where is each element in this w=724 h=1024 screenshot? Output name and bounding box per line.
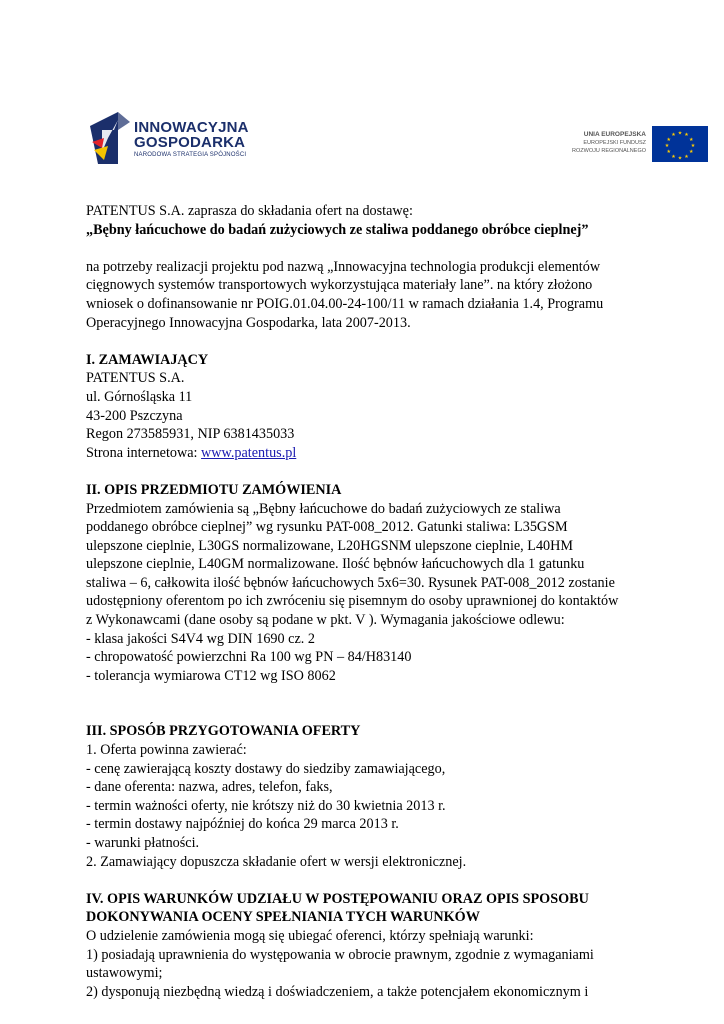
svg-text:★: ★ — [677, 155, 683, 162]
svg-text:★: ★ — [666, 149, 672, 156]
website-line — [86, 444, 646, 463]
website-link[interactable]: www.patentus.pl — [201, 444, 297, 461]
paragraph-line: udostępniony oferentom po ich zwróceniu się pisemnym do osoby uprawnionej do kontaktów — [86, 593, 619, 610]
page-header — [0, 100, 724, 180]
paragraph-line: ulepszone cieplnie, L30GS normalizowane, L20HGSNM ulepszone cieplnie, L40HM — [86, 537, 573, 554]
section-sposob-przygotowania — [86, 722, 646, 871]
paragraph-line: Regon 273585931, NIP 6381435033 — [86, 426, 295, 443]
paragraph-line: 43-200 Pszczyna — [86, 407, 183, 424]
list-item: 2. Zamawiający dopuszcza składanie ofert w wersji elektronicznej. — [86, 853, 467, 870]
paragraph-line: ulepszone cieplnie, L40GM normalizowane. Ilość bębnów łańcuchowych dla 1 gatunku — [86, 556, 585, 573]
eu-flag-icon — [652, 126, 708, 162]
paragraph-line: wniosek o dofinansowanie nr POIG.01.04.00-24-100/11 w ramach działania 1.4, Programu — [86, 295, 604, 312]
ig-logo-subtitle: NARODOWA STRATEGIA SPÓJNOŚCI — [134, 152, 247, 158]
intro — [86, 202, 646, 239]
innowacyjna-gospodarka-logo — [88, 108, 268, 168]
list-item: - klasa jakości S4V4 wg DIN 1690 cz. 2 — [86, 630, 315, 647]
list-item: - cenę zawierającą koszty dostawy do siedziby zamawiającego, — [86, 760, 446, 777]
website-label: Strona internetowa: — [86, 444, 202, 461]
svg-text:★: ★ — [690, 143, 696, 149]
list-item: 1) posiadają uprawnienia do występowania w obrocie prawnym, zgodnie z wymaganiami — [86, 946, 594, 963]
svg-text:★: ★ — [688, 149, 694, 156]
section-heading: IV. OPIS WARUNKÓW UDZIAŁU W POSTĘPOWANIU ORAZ OPIS SPOSOBU — [86, 890, 589, 907]
list-item: ustawowymi; — [86, 965, 163, 982]
eu-logo-text — [560, 130, 646, 155]
intro-line: PATENTUS S.A. zaprasza do składania ofert na dostawę: — [86, 203, 413, 219]
ig-logo-title — [134, 120, 249, 150]
paragraph-line: z Wykonawcami (dane osoby są podane w pkt. V ). Wymagania jakościowe odlewu: — [86, 612, 565, 629]
paragraph-line: na potrzeby realizacji projektu pod nazwą „Innowacyjna technologia produkcji elementów — [86, 258, 601, 275]
section-heading: I. ZAMAWIAJĄCY — [86, 351, 209, 368]
list-item: - termin dostawy najpóźniej do końca 29 marca 2013 r. — [86, 816, 399, 833]
section-heading: II. OPIS PRZEDMIOTU ZAMÓWIENIA — [86, 481, 342, 498]
document-body — [86, 202, 646, 1001]
ig-logo-line1: INNOWACYJNA — [134, 119, 249, 136]
tender-title: „Bębny łańcuchowe do badań zużyciowych ze staliwa poddanego obróbce cieplnej” — [86, 221, 589, 238]
section-heading: III. SPOSÓB PRZYGOTOWANIA OFERTY — [86, 723, 361, 740]
svg-text:★: ★ — [671, 132, 676, 139]
paragraph-line: Przedmiotem zamówienia są „Bębny łańcuchowe do badań zużyciowych ze staliwa — [86, 500, 561, 517]
svg-text:★: ★ — [684, 132, 689, 139]
svg-text:★: ★ — [688, 136, 694, 143]
eu-logo-line1: UNIA EUROPEJSKA — [583, 131, 646, 138]
list-item: - termin ważności oferty, nie krótszy niż do 30 kwietnia 2013 r. — [86, 797, 446, 814]
paragraph-line: ul. Górnośląska 11 — [86, 388, 193, 405]
paragraph-line: staliwa – 6, całkowita ilość bębnów łańcuchowych 5x6=30. Rysunek PAT-008_2012 zostanie — [86, 574, 615, 591]
section-heading: DOKONYWANIA OCENY SPEŁNIANIA TYCH WARUNKÓW — [86, 909, 480, 926]
section-zamawiajacy — [86, 351, 646, 463]
eu-logo-line3: ROZWOJU REGIONALNEGO — [572, 148, 646, 154]
svg-text:★: ★ — [664, 143, 670, 149]
paragraph-line: Operacyjnego Innowacyjna Gospodarka, lata 2007-2013. — [86, 314, 411, 331]
list-item: - tolerancja wymiarowa CT12 wg ISO 8062 — [86, 667, 336, 684]
list-item: 2) dysponują niezbędną wiedzą i doświadczeniem, a także potencjałem ekonomicznym i — [86, 983, 589, 1000]
paragraph-line: poddanego obróbce cieplnej” wg rysunku PAT-008_2012. Gatunki staliwa: L35GSM — [86, 519, 568, 536]
list-item: 1. Oferta powinna zawierać: — [86, 742, 247, 759]
svg-text:★: ★ — [684, 153, 689, 160]
list-item: - dane oferenta: nazwa, adres, telefon, faks, — [86, 779, 333, 796]
section-warunki-udzialu — [86, 890, 646, 1002]
paragraph-line: PATENTUS S.A. — [86, 370, 185, 387]
eu-logo — [560, 126, 710, 166]
svg-text:★: ★ — [666, 136, 672, 143]
ig-emblem-icon — [88, 108, 132, 168]
project-paragraph — [86, 258, 646, 332]
svg-text:★: ★ — [671, 153, 676, 160]
section-opis-przedmiotu — [86, 481, 646, 686]
svg-text:★: ★ — [677, 130, 683, 137]
eu-logo-line2: EUROPEJSKI FUNDUSZ — [583, 140, 646, 146]
paragraph-line: cięgnowych systemów transportowych wykorzystująca materiały lane”. na który złożono — [86, 277, 593, 294]
list-item: - warunki płatności. — [86, 835, 200, 851]
paragraph-line: O udzielenie zamówienia mogą się ubiegać oferenci, którzy spełniają warunki: — [86, 927, 534, 944]
list-item: - chropowatość powierzchni Ra 100 wg PN – 84/H83140 — [86, 649, 412, 666]
ig-logo-line2: GOSPODARKA — [134, 134, 246, 151]
